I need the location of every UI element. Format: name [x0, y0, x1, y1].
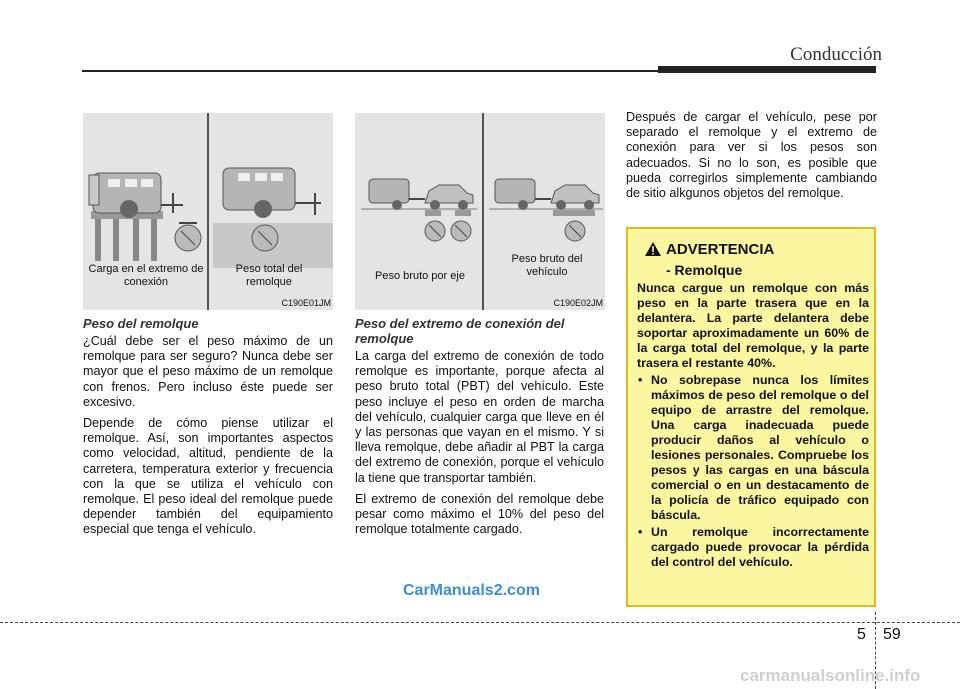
figure1-code: C190E01JM: [281, 298, 331, 308]
header-rule-thick: [658, 66, 876, 73]
warning-subtitle: - Remolque: [666, 262, 743, 278]
header-rule-thin: [82, 70, 662, 72]
column-trailer-weight: [83, 316, 333, 544]
warning-triangle-icon: [644, 241, 662, 261]
watermark-link[interactable]: CarManuals2.com: [403, 582, 540, 599]
paragraph: ¿Cuál debe ser el peso máximo de un remolque para ser seguro? Nunca debe ser mayor que el peso máximo de un remolque con frenos. Pero incluso éste puede ser excesivo.: [83, 334, 333, 409]
column-tongue-weight: [355, 316, 604, 543]
paragraph: Después de cargar el vehículo, pese por separado el remolque y el extremo de conexión para ver si los pesos son adecuados. Si no lo son, es posible que pueda corregirlos simplemente cambiando de sitio alkgunos objetos del remolque.: [626, 110, 877, 201]
warning-bullet: • Un remolque incorrectamente cargado puede provocar la pérdida del control del vehículo.: [637, 525, 869, 570]
warning-list: [637, 373, 869, 570]
warning-intro: Nunca cargue un remolque con más peso en la parte trasera que en la delantera. La parte delantera debe soportar aproximadamente un 60% de la carga total del remolque, y la parte trasera el restante 40%.: [637, 281, 869, 370]
footer-chapter-number: 5: [857, 626, 866, 643]
page-header-title: Conducción: [790, 44, 882, 65]
figure2-label-right: Peso bruto del vehículo: [511, 253, 583, 278]
paragraph: La carga del extremo de conexión de todo remolque es importante, porque afecta al peso bruto total (PBT) del vehículo. Este peso incluye el peso en orden de marcha del vehículo, cualquier carga que lleve en él y las personas que vayan en el mismo. Y si lleva remolque, debe añadir al PBT la carga del extremo de conexión, porque el vehículo la tiene que transportar también.: [355, 349, 604, 485]
footer-dashed-rule: [0, 622, 960, 623]
figure1-label-left: Carga en el extremo de conexión: [88, 263, 204, 288]
paragraph: Depende de cómo piense utilizar el remolque. Así, son importantes aspectos como velocidad, altitud, pendiente de la carretera, temperatura exterior y frecuencia con la que se utiliza el vehículo con remolque. El peso ideal del remolque puede depender también del equipamiento especial que tenga el vehículo.: [83, 416, 333, 537]
figure1-label-right: Peso total del remolque: [235, 263, 303, 288]
figure-trailer-weight: [83, 113, 333, 310]
warning-header: [644, 241, 774, 261]
figure2-label-left: Peso bruto por eje: [375, 270, 465, 282]
section-heading-tongue-weight: Peso del extremo de conexión del remolque: [355, 316, 565, 346]
footer-site-watermark: carmanualsonline.info: [740, 666, 921, 685]
figure-gross-weight: [355, 113, 605, 310]
section-heading-trailer-weight: Peso del remolque: [83, 316, 199, 331]
figure2-code: C190E02JM: [553, 298, 603, 308]
column-after-loading: [626, 110, 877, 207]
footer-page-number: 59: [883, 626, 901, 643]
paragraph: El extremo de conexión del remolque debe pesar como máximo el 10% del peso del remolque totalmente cargado.: [355, 491, 604, 537]
warning-bullet: • No sobrepase nunca los límites máximos de peso del remolque o del equipo de arrastre del remolque. Una carga inadecuada puede producir daños al vehículo o lesiones personales. Compruebe los pesos y las cargas en una báscula comercial o en un destacamento de la policía de tráfico equipado con báscula.: [637, 373, 869, 523]
warning-body: [637, 281, 869, 572]
warning-box: [626, 227, 876, 607]
warning-title: ADVERTENCIA: [666, 241, 775, 258]
